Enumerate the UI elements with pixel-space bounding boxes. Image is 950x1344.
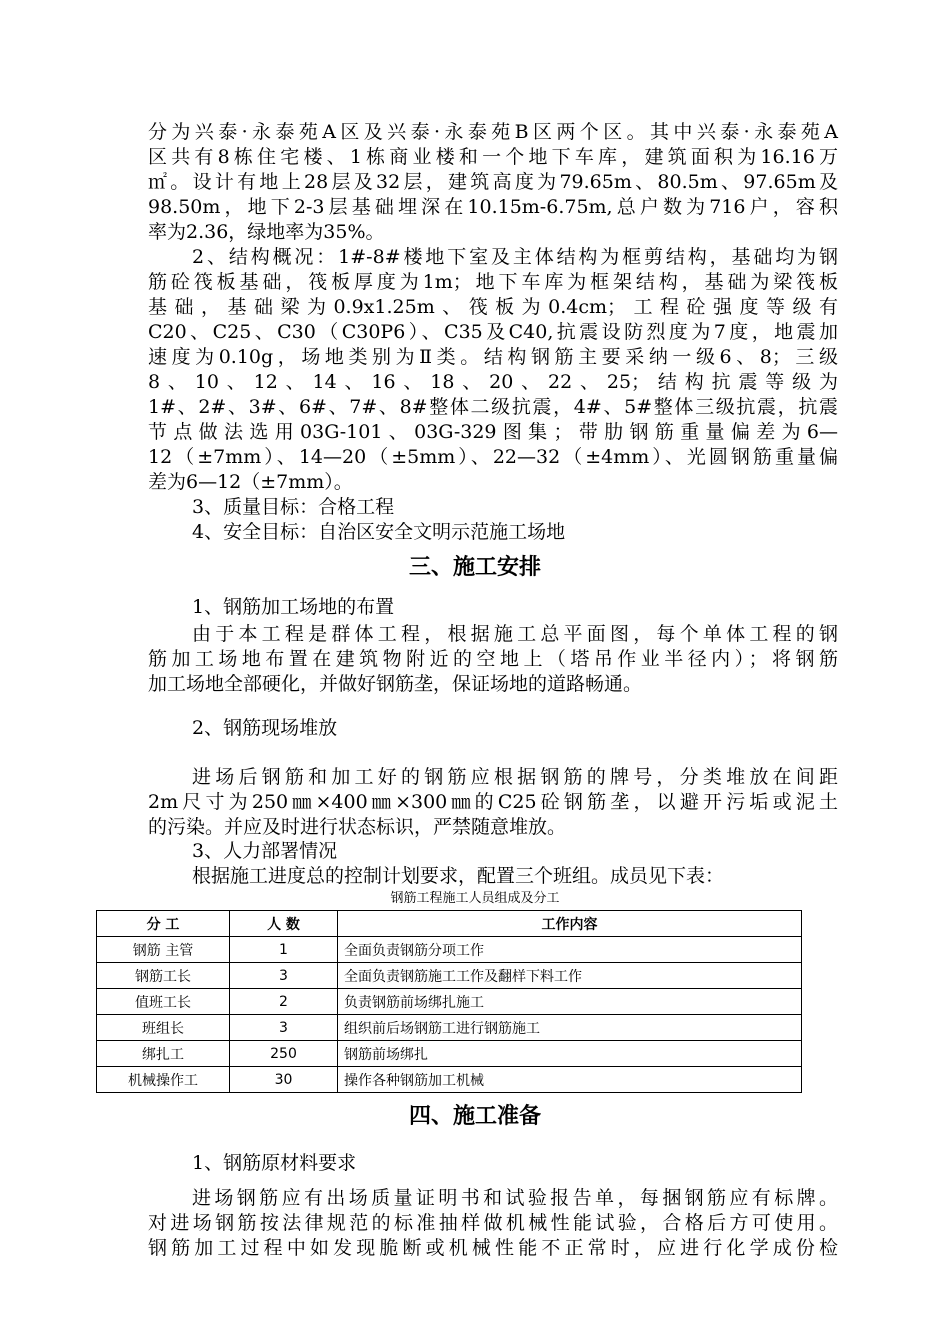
cell-duty: 全面负责钢筋分项工作 [338, 937, 802, 963]
table-caption: 钢筋工程施工人员组成及分工 [390, 891, 560, 906]
subheading-stacking: 2、钢筋现场堆放 [192, 717, 338, 739]
subheading-materials: 1、钢筋原材料要求 [192, 1152, 357, 1174]
cell-role: 值班工长 [97, 989, 230, 1015]
text-line: 8、10、12、14、16、18、20、22、25；结构抗震等级为 [148, 371, 838, 393]
table-row [97, 963, 802, 989]
section-heading-arrangement: 三、施工安排 [408, 555, 541, 580]
text-line: 基础，基础梁为0.9x1.25m、筏板为0.4cm；工程砼强度等级有 [148, 296, 838, 318]
header-role: 分 工 [97, 911, 230, 937]
text-line: 进场钢筋应有出场质量证明书和试验报告单，每捆钢筋应有标牌。 [192, 1187, 838, 1209]
text-line: 筋砼筏板基础，筏板厚度为1m；地下车库为框架结构，基础为梁筏板 [148, 271, 838, 293]
text-line: 由于本工程是群体工程，根据施工总平面图，每个单体工程的钢 [192, 623, 838, 645]
text-line: 2、结构概况：1#-8#楼地下室及主体结构为框剪结构，基础均为钢 [192, 246, 838, 268]
subheading-site-layout: 1、钢筋加工场地的布置 [192, 596, 395, 618]
cell-role: 钢筋工长 [97, 963, 230, 989]
text-line: 分为兴泰·永泰苑A区及兴泰·永泰苑B区两个区。其中兴泰·永泰苑A [148, 121, 838, 143]
cell-duty: 负责钢筋前场绑扎施工 [338, 989, 802, 1015]
text-line: C20、C25、C30（C30P6）、C35及C40,抗震设防烈度为7度，地震加 [148, 321, 838, 343]
text-line: 1#、2#、3#、6#、7#、8#整体二级抗震，4#、5#整体三级抗震，抗震 [148, 396, 838, 418]
text-line: 节点做法选用03G-101、03G-329图集；带肋钢筋重量偏差为6— [148, 421, 838, 443]
text-line: 的污染。并应及时进行状态标识，严禁随意堆放。 [148, 816, 567, 838]
cell-duty: 全面负责钢筋施工工作及翻样下料工作 [338, 963, 802, 989]
table-header-row [97, 911, 802, 937]
text-line: ㎡。设计有地上28层及32层，建筑高度为79.65m、80.5m、97.65m及 [148, 171, 838, 193]
cell-role: 班组长 [97, 1015, 230, 1041]
text-line: 区共有8栋住宅楼、1栋商业楼和一个地下车库，建筑面积为16.16万 [148, 146, 838, 168]
table-row [97, 1015, 802, 1041]
text-line: 12（±7mm）、14—20（±5mm）、22—32（±4mm）、光圆钢筋重量偏 [148, 446, 838, 468]
text-line: 2m尺寸为250㎜×400㎜×300㎜的C25砼钢筋垄，以避开污垢或泥土 [148, 791, 838, 813]
table-row [97, 937, 802, 963]
staffing-intro: 根据施工进度总的控制计划要求，配置三个班组。成员见下表： [192, 865, 725, 887]
cell-count: 3 [230, 1015, 338, 1041]
cell-count: 250 [230, 1041, 338, 1067]
cell-role: 机械操作工 [97, 1067, 230, 1093]
text-line: 加工场地全部硬化，并做好钢筋垄，保证场地的道路畅通。 [148, 673, 643, 695]
text-line: 98.50m，地下2-3层基础埋深在10.15m-6.75m,总户数为716户，容积 [148, 196, 838, 218]
text-line: 筋加工场地布置在建筑物附近的空地上（塔吊作业半径内）；将钢筋 [148, 648, 838, 670]
text-line: 钢筋加工过程中如发现脆断或机械性能不正常时，应进行化学成份检 [148, 1237, 838, 1259]
cell-count: 30 [230, 1067, 338, 1093]
cell-count: 3 [230, 963, 338, 989]
text-line: 差为6—12（±7mm）。 [148, 471, 353, 493]
staff-table [96, 910, 802, 1093]
table-row [97, 989, 802, 1015]
cell-count: 2 [230, 989, 338, 1015]
cell-duty: 钢筋前场绑扎 [338, 1041, 802, 1067]
text-line: 进场后钢筋和加工好的钢筋应根据钢筋的牌号，分类堆放在间距 [192, 766, 838, 788]
text-line: 率为2.36，绿地率为35%。 [148, 221, 385, 243]
cell-role: 钢筋 主管 [97, 937, 230, 963]
cell-role: 绑扎工 [97, 1041, 230, 1067]
quality-goal: 3、质量目标：合格工程 [192, 496, 395, 518]
text-line: 对进场钢筋按法律规范的标准抽样做机械性能试验，合格后方可使用。 [148, 1212, 838, 1234]
subheading-staffing: 3、人力部署情况 [192, 840, 338, 862]
text-line: 速度为0.10g，场地类别为Ⅱ类。结构钢筋主要采纳一级6、8；三级 [148, 346, 838, 368]
table-row [97, 1067, 802, 1093]
section-heading-preparation: 四、施工准备 [408, 1104, 541, 1129]
header-duty: 工作内容 [338, 911, 802, 937]
cell-duty: 组织前后场钢筋工进行钢筋施工 [338, 1015, 802, 1041]
cell-count: 1 [230, 937, 338, 963]
cell-duty: 操作各种钢筋加工机械 [338, 1067, 802, 1093]
header-count: 人 数 [230, 911, 338, 937]
table-row [97, 1041, 802, 1067]
safety-goal: 4、安全目标：自治区安全文明示范施工场地 [192, 521, 566, 543]
